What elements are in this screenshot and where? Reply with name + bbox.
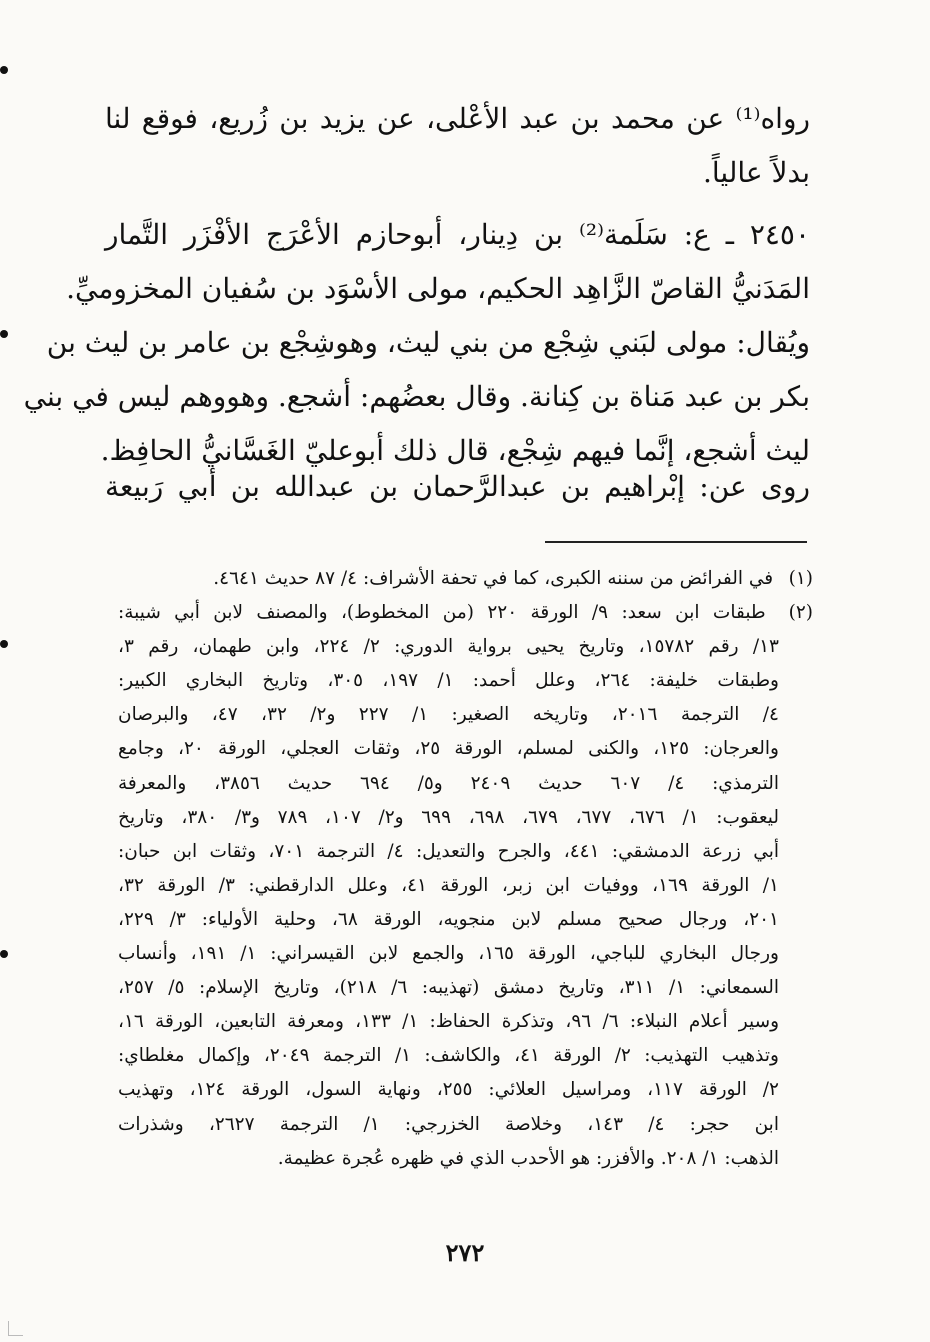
narrators-paragraph (105, 460, 810, 514)
text-line: رواه⁽¹⁾ عن محمد بن عبد الأعْلى، عن يزيد بن زُريع، فوقع لنا (105, 102, 810, 135)
entry-heading-line: ٢٤٥٠ ـ ع: سَلَمة⁽²⁾ بن دِينار، أبوحازم الأعْرَج الأفْزَر التَّمار (105, 218, 810, 251)
binder-hole-mark (0, 330, 8, 338)
footnote-1 (118, 562, 813, 596)
footnote-2-line: ليعقوب: ١/ ٦٧٦، ٦٧٧، ٦٧٩، ٦٩٨، ٦٩٩ و٢/ ١٠٧، ٧٨٩ و٣/ ٣٨٠، وتاريخ (118, 806, 779, 828)
footnote-number: (٢) (788, 602, 813, 624)
text-line: ويُقال: مولى لبَني شِجْع من بني ليث، وهوشِجْع بن عامر بن ليث بن (46, 326, 810, 359)
footnote-number: (١) (788, 568, 813, 589)
footnote-2-line: ٤/ الترجمة ٢٠١٦، وتاريخه الصغير: ١/ ٢٢٧ و٢/ ٣٢، ٤٧، والبرصان (118, 704, 779, 726)
footnote-2-line: ورجال البخاري للباجي، الورقة ١٦٥، والجمع لابن القيسراني: ١/ ١٩١، وأنساب (118, 943, 779, 965)
text-line: ليث أشجع، إنَّما فيهم شِجْع، قال ذلك أبوعليّ الغَسَّانيُّ الحافِظ. (100, 434, 810, 467)
footnote-2-line: ٢/ الورقة ١١٧، ومراسيل العلائي: ٢٥٥، ونهاية السول، الورقة ١٢٤، وتهذيب (118, 1079, 779, 1101)
footnote-2-line: ابن حجر: ٤/ ١٤٣، وخلاصة الخزرجي: ١/ الترجمة ٢٦٢٧، وشذرات (118, 1113, 779, 1135)
footnote-2-line: الذهب: ١/ ٢٠٨. والأفزر: هو الأحدب الذي في ظهره عُجرة عظيمة. (277, 1147, 779, 1169)
biography-entry (23, 208, 810, 478)
text-line: بدلاً عالياً. (702, 156, 810, 189)
binder-hole-mark (0, 640, 8, 648)
text-line: بكر بن عبد مَناة بن كِنانة. وقال بعضُهم: أشجع. وهووهم ليس في بني (23, 380, 810, 413)
footnotes (118, 562, 813, 1176)
scan-corner-mark (8, 1321, 23, 1336)
footnote-2-line: ٢٠١، ورجال صحيح مسلم لابن منجويه، الورقة ٦٨، وحلية الأولياء: ٣/ ٢٢٩، (118, 908, 779, 930)
text-line: روى عن: إبْراهيم بن عبدالرَّحمان بن عبدالله بن أبي رَبيعة (105, 470, 810, 503)
footnote-2-line: السمعاني: ١/ ٣١١، وتاريخ دمشق (تهذيبه: ٦/ ٢١٨)، وتاريخ الإسلام: ٥/ ٢٥٧، (118, 977, 779, 999)
paragraph-continuation (105, 92, 810, 200)
binder-hole-mark (0, 950, 8, 958)
footnote-2-line: ١٣/ رقم ١٥٧٨٢، وتاريخ يحيى برواية الدوري: ٢/ ٢٢٤، وابن طهمان، رقم ٣، (118, 636, 779, 658)
footnote-2-line: ١/ الورقة ١٦٩، ووفيات ابن زبر، الورقة ٤١، وعلل الدارقطني: ٣/ الورقة ٣٢، (118, 874, 779, 896)
footnote-text: طبقات ابن سعد: ٩/ الورقة ٢٢٠ (من المخطوط)، والمصنف لابن أبي شيبة: (118, 602, 766, 624)
footnote-2-line: وسير أعلام النبلاء: ٦/ ٩٦، وتذكرة الحفاظ: ١/ ١٣٣، ومعرفة التابعين، الورقة ١٦، (118, 1011, 780, 1033)
footnote-2-line: وطبقات خليفة: ٢٦٤، وعلل أحمد: ١/ ١٩٧، ٣٠٥، وتاريخ البخاري الكبير: (118, 670, 779, 692)
footnote-2-line (118, 596, 813, 630)
footnote-2-line: أبي زرعة الدمشقي: ٤٤١، والجرح والتعديل: ٤/ الترجمة ٧٠١، وثقات ابن حبان: (118, 840, 779, 862)
text-line: المَدَنيُّ القاصّ الزَّاهِد الحكيم، مولى الأسْوَد بن سُفيان المخزوميِّ. (66, 272, 810, 305)
footnote-2-line: والعرجان: ١٢٥، والكنى لمسلم، الورقة ٢٥، وثقات العجلي، الورقة ٢٠، وجامع (118, 738, 779, 760)
footnote-2-line: الترمذي: ٤/ ٦٠٧ حديث ٢٤٠٩ و٥/ ٦٩٤ حديث ٣٨٥٦، والمعرفة (118, 772, 779, 794)
binder-hole-mark (0, 66, 8, 74)
footnote-2-line: وتذهيب التهذيب: ٢/ الورقة ٤١، والكاشف: ١/ الترجمة ٢٠٤٩، وإكمال مغلطاي: (118, 1045, 779, 1067)
page-number: ٢٧٢ (445, 1238, 485, 1267)
footnote-separator (545, 541, 807, 543)
footnote-text: في الفرائض من سننه الكبرى، كما في تحفة الأشراف: ٤/ ٨٧ حديث ٤٦٤١. (213, 568, 774, 589)
